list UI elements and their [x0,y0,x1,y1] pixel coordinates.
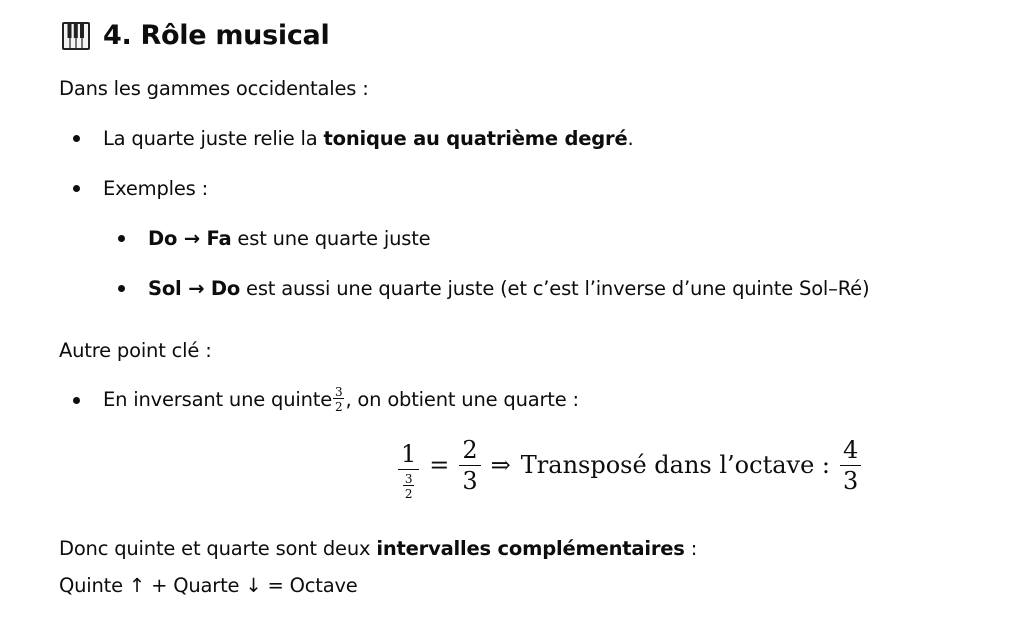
sub-bullet-dot [118,285,125,292]
bullet-dot [73,397,80,404]
equals-sign: = [429,451,450,479]
bullet-dot [73,185,80,192]
sub-bullet-dot [118,235,125,242]
example-sol-do: Sol → Do est aussi une quarte juste (et c’est l’inverse d’une quinte Sol–Ré) [148,277,870,300]
bullet-inversion: En inversant une quinte $\frac{3}{2}$ , on obtient une quarte : [103,385,579,414]
inline-fraction: $\frac{3}{2}$ [335,385,343,414]
example-do-fa: Do → Fa est une quarte juste [148,227,431,250]
interval-formula: Quinte ↑ + Quarte ↓ = Octave [59,574,358,597]
section-heading: 4. Rôle musical [103,20,330,51]
fraction-two-thirds: $\frac{2}{3}$ [459,438,480,493]
bullet-tonique: La quarte juste relie la tonique au quatrième degré. [103,127,634,150]
implies-arrow: ⇒ [490,451,511,479]
fraction-one-over-three-halves: $\frac{1}{\frac{3}{2}}$ [398,442,419,500]
piano-keys-icon [61,21,91,51]
conclusion-text: Donc quinte et quarte sont deux intervalles complémentaires : [59,537,698,560]
intro-text: Dans les gammes occidentales : [59,77,369,100]
display-equation [398,436,861,506]
fraction-four-thirds: $\frac{4}{3}$ [840,438,861,493]
key-point-label: Autre point clé : [59,339,212,362]
bullet-dot [73,135,80,142]
transpose-text: Transposé dans l’octave : [520,451,831,479]
bullet-exemples: Exemples : [103,177,208,200]
